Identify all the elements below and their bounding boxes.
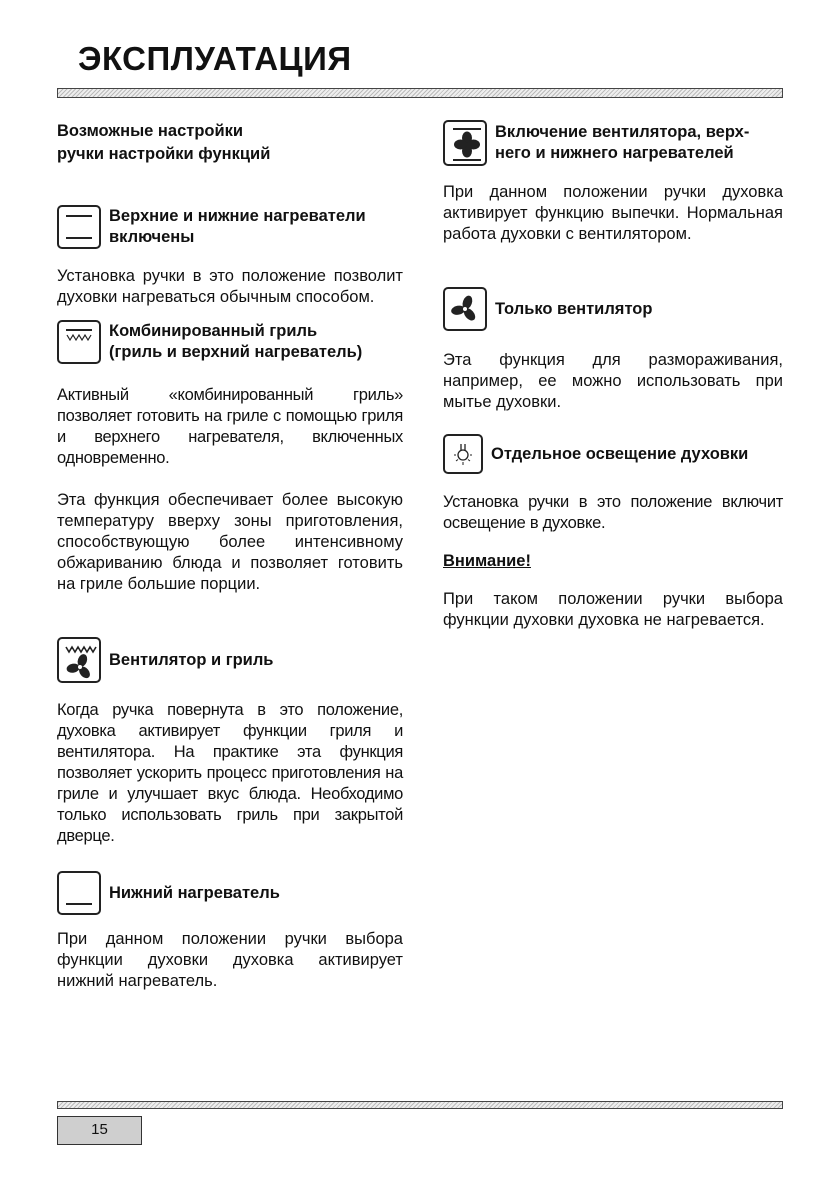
section-combined-grill: Комбинированный гриль (гриль и верхний нагреватель) [57, 320, 403, 364]
section-text: При данном положении ручки выбора функции духовки духовка активирует нижний нагреватель. [57, 930, 403, 990]
section-text: Эта функция для размораживания, например, ее можно использовать при мытье духовки. [443, 351, 783, 411]
section-text: Установка ручки в это положение позволит духовки нагреваться обычным способом. [57, 267, 403, 306]
left-column [57, 120, 403, 992]
grill-top-heater-icon [57, 320, 101, 364]
section-fan-grill [57, 637, 403, 683]
section-title: Только вентилятор [495, 299, 653, 318]
section-title: Верхние и нижние нагреватели [109, 207, 366, 225]
right-column [443, 120, 783, 631]
warning-text: При таком положении ручки выбора функции духовки духовка не нагревается. [443, 590, 783, 629]
section-text: Эта функция обеспечивает более высокую температуру вверху зоны приготовления, способствующую более интенсивному обжариванию блюда и позволяет готовить на гриле большие порции. [57, 491, 403, 593]
footer-divider [57, 1101, 783, 1109]
section-title: Вентилятор и гриль [109, 650, 274, 669]
bottom-heater-icon [57, 871, 101, 915]
top-bottom-heater-icon [57, 205, 101, 249]
section-title: Комбинированный гриль [109, 322, 318, 340]
section-fan-heaters: Включение вентилятора, верх- него и нижнего нагревателей [443, 120, 783, 166]
section-bottom-heater [57, 871, 403, 915]
section-title: Включение вентилятора, верх- [495, 123, 750, 141]
section-title: Отдельное освещение духовки [491, 444, 749, 463]
lamp-icon [443, 434, 483, 474]
page-number: 15 [57, 1116, 142, 1145]
fan-top-bottom-heater-icon [443, 120, 487, 166]
section-oven-light [443, 434, 783, 474]
page-title: ЭКСПЛУАТАЦИЯ [78, 40, 352, 77]
fan-icon [443, 287, 487, 331]
section-text: Когда ручка повернута в это положение, духовка активирует функции гриля и вентилятора. На практике эта функция позволяет ускорить процесс приготовления на гриле и улучшает вкус блюда. Необходимо только использовать гриль при закрытой дверце. [57, 701, 403, 845]
section-title: Нижний нагреватель [109, 883, 280, 902]
section-text: Установка ручки в это положение включит освещение в духовке. [443, 493, 783, 532]
section-fan-only [443, 287, 783, 331]
warning-label: Внимание! [443, 552, 531, 570]
intro-heading: Возможные настройки ручки настройки функций [57, 122, 271, 163]
section-text: При данном положении ручки духовка активирует функцию выпечки. Нормальная работа духовки с вентилятором. [443, 183, 783, 243]
section-top-bottom-heaters: Верхние и нижние нагреватели включены [57, 205, 403, 249]
fan-grill-icon [57, 637, 101, 683]
section-text: Активный «комбинированный гриль» позволяет готовить на гриле с помощью гриля и верхнего нагревателя, включенных одновременно. [57, 386, 403, 467]
header-divider [57, 88, 783, 98]
